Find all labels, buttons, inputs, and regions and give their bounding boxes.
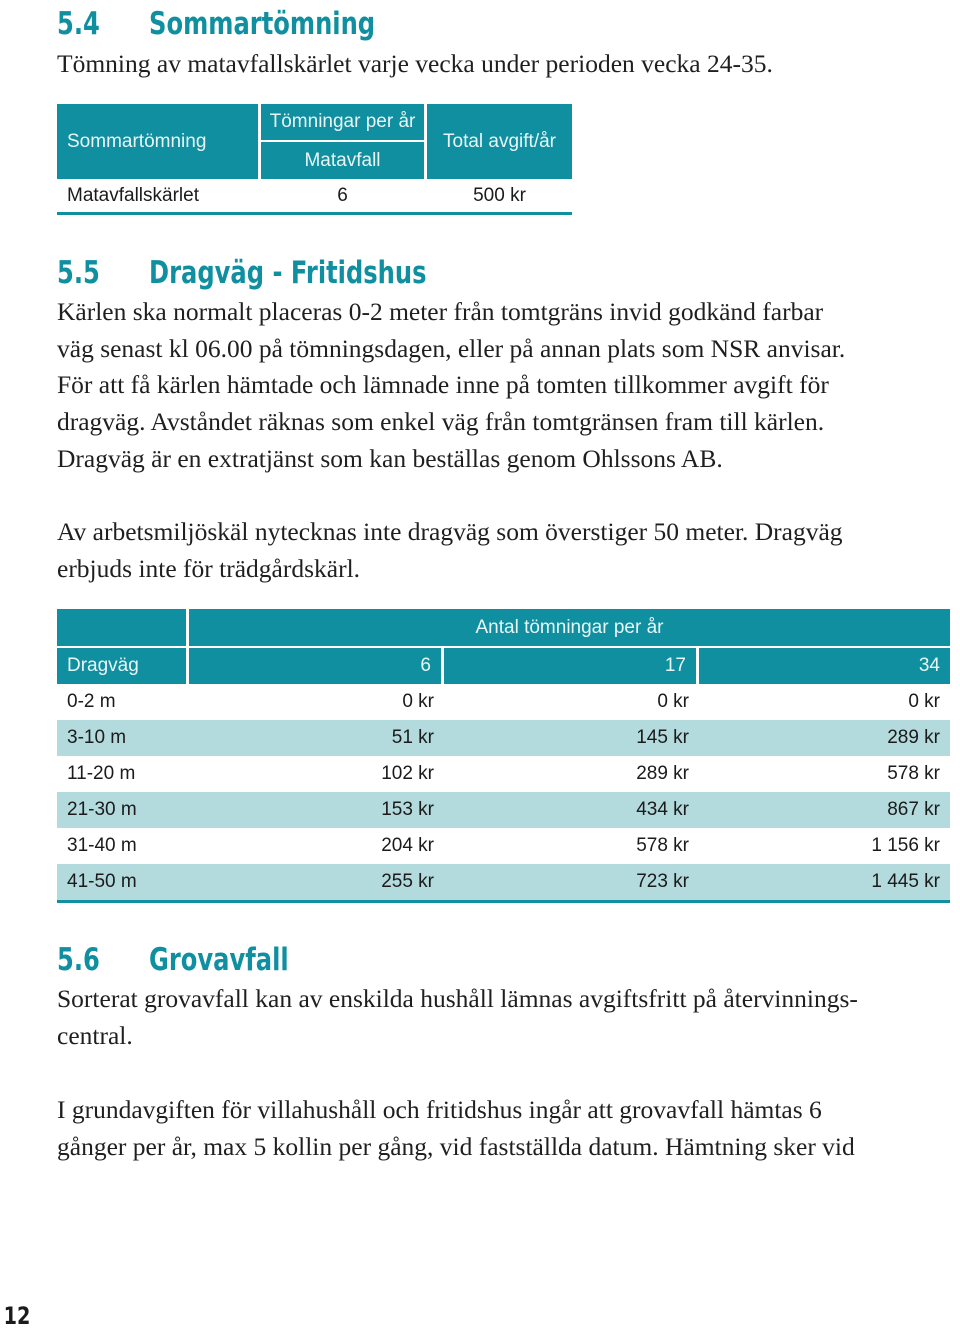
row-value: 153 kr bbox=[381, 799, 434, 820]
table-header-col-17: 17 bbox=[444, 648, 696, 684]
text-line: Sorterat grovavfall kan av enskilda hushåll lämnas avgiftsfritt på återvinnings- bbox=[57, 984, 858, 1013]
row-value: 145 kr bbox=[636, 727, 689, 748]
table-row-count: 6 bbox=[337, 185, 348, 206]
row-label: 41-50 m bbox=[67, 871, 137, 892]
table-header-matavfall: Matavfall bbox=[261, 142, 424, 179]
dragvag-paragraph-1 bbox=[57, 294, 937, 478]
row-value: 578 kr bbox=[887, 763, 940, 784]
row-value: 723 kr bbox=[636, 871, 689, 892]
row-value: 0 kr bbox=[657, 691, 689, 712]
grovavfall-paragraph-1 bbox=[57, 981, 937, 1054]
section-title: Sommartömning bbox=[149, 6, 376, 42]
table-row bbox=[57, 756, 950, 792]
section-title: Grovavfall bbox=[149, 942, 289, 978]
table-bottom-rule bbox=[57, 900, 950, 903]
table-row bbox=[57, 864, 950, 900]
row-value: 204 kr bbox=[381, 835, 434, 856]
text-line: gånger per år, max 5 kollin per gång, vid fastställda datum. Hämtning sker vid bbox=[57, 1131, 855, 1161]
text-line: central. bbox=[57, 1020, 133, 1050]
table-header-tomningar: Tömningar per år bbox=[261, 104, 424, 140]
section-number: 5.6 bbox=[57, 942, 100, 978]
row-value: 1 156 kr bbox=[871, 835, 940, 856]
section-number: 5.5 bbox=[57, 255, 100, 291]
table-row bbox=[57, 792, 950, 828]
text-line: Av arbetsmiljöskäl nytecknas inte dragväg som överstiger 50 meter. Dragväg bbox=[57, 517, 843, 546]
row-value: 51 kr bbox=[391, 727, 434, 748]
row-label: 11-20 m bbox=[67, 763, 136, 784]
page-number: 12 bbox=[3, 1302, 31, 1330]
row-value: 0 kr bbox=[908, 691, 940, 712]
row-value: 102 kr bbox=[381, 763, 434, 784]
row-value: 434 kr bbox=[636, 799, 689, 820]
text-line: Kärlen ska normalt placeras 0-2 meter från tomtgräns invid godkänd farbar bbox=[57, 297, 824, 326]
text-line: För att få kärlen hämtade och lämnade inne på tomten tillkommer avgift för bbox=[57, 370, 829, 400]
row-value: 289 kr bbox=[636, 763, 689, 784]
table-row bbox=[57, 720, 950, 756]
row-label: 3-10 m bbox=[67, 727, 127, 748]
text-line: väg senast kl 06.00 på tömningsdagen, eller på annan plats som NSR anvisar. bbox=[57, 333, 846, 363]
row-value: 578 kr bbox=[636, 835, 689, 856]
row-value: 0 kr bbox=[402, 691, 434, 712]
table-header-blank bbox=[57, 609, 186, 646]
table-header-sommartomning: Sommartömning bbox=[57, 104, 258, 179]
table-header-antal-tomningar: Antal tömningar per år bbox=[189, 609, 950, 646]
table-header-dragvag: Dragväg bbox=[57, 648, 186, 684]
row-value: 255 kr bbox=[381, 871, 434, 892]
row-label: 0-2 m bbox=[67, 691, 116, 712]
table-row bbox=[57, 684, 950, 720]
table-header-col-34: 34 bbox=[699, 648, 950, 684]
row-label: 21-30 m bbox=[67, 799, 137, 820]
table-header-total-avgift: Total avgift/år bbox=[427, 104, 572, 179]
text-line: erbjuds inte för trädgårdskärl. bbox=[57, 553, 361, 583]
dragvag-paragraph-2 bbox=[57, 514, 937, 587]
table-header-col-6: 6 bbox=[189, 648, 441, 684]
section-heading-5-5 bbox=[57, 254, 426, 292]
section-number: 5.4 bbox=[57, 6, 100, 42]
section-heading-5-6 bbox=[57, 941, 289, 979]
section-heading-5-4 bbox=[57, 5, 375, 43]
row-value: 1 445 kr bbox=[871, 871, 940, 892]
table-row-fee: 500 kr bbox=[473, 185, 526, 206]
row-value: 289 kr bbox=[887, 727, 940, 748]
table-bottom-rule bbox=[57, 212, 572, 215]
table-row bbox=[57, 828, 950, 864]
table-row-label: Matavfallskärlet bbox=[67, 185, 199, 206]
row-value: 867 kr bbox=[887, 799, 940, 820]
grovavfall-paragraph-2 bbox=[57, 1092, 937, 1165]
text-line: I grundavgiften för villahushåll och fritidshus ingår att grovavfall hämtas 6 bbox=[57, 1095, 822, 1124]
text-line: Dragväg är en extratjänst som kan beställas genom Ohlssons AB. bbox=[57, 443, 723, 473]
summer-emptying-text: Tömning av matavfallskärlet varje vecka under perioden vecka 24-35. bbox=[57, 49, 773, 78]
text-line: dragväg. Avståndet räknas som enkel väg från tomtgränsen fram till kärlen. bbox=[57, 407, 825, 437]
row-label: 31-40 m bbox=[67, 835, 137, 856]
section-title: Dragväg - Fritidshus bbox=[149, 255, 427, 291]
